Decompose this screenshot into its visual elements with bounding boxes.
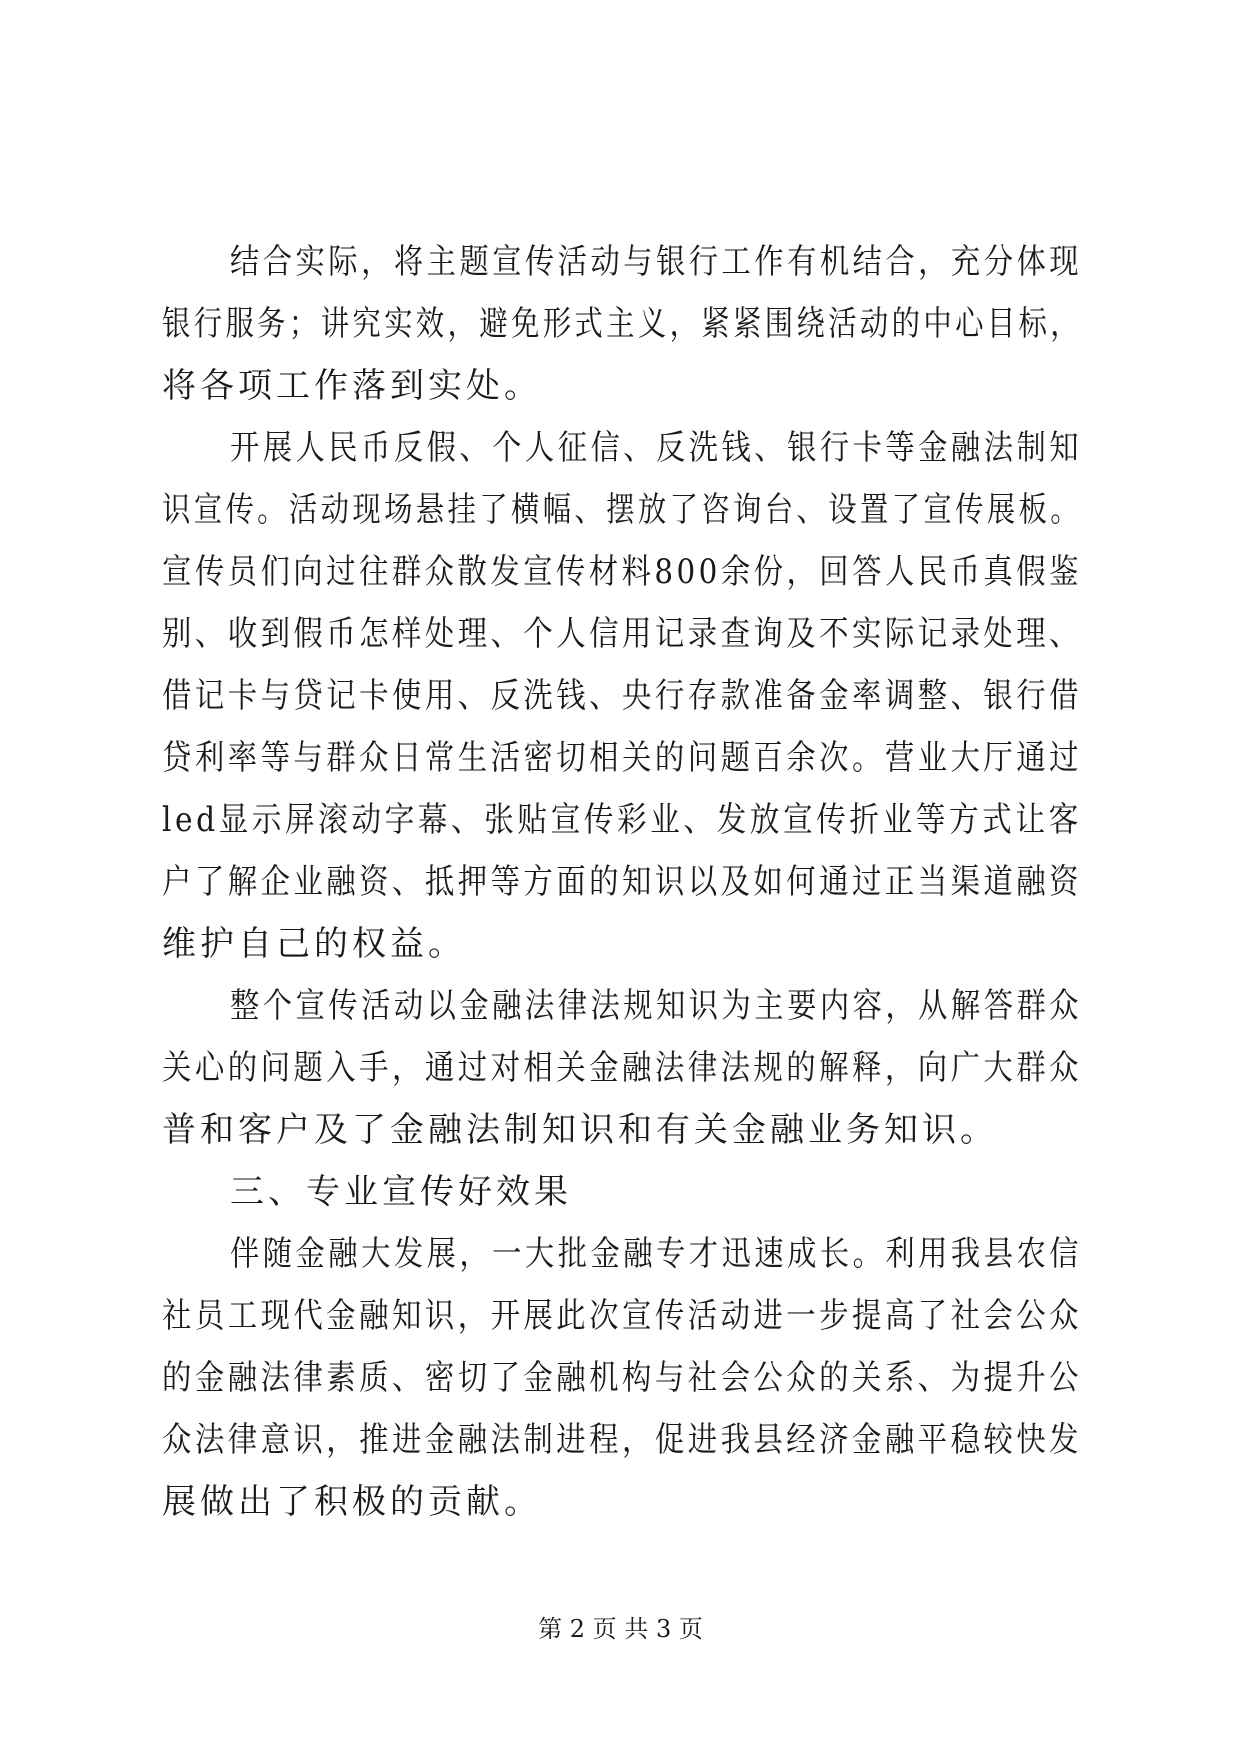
page-footer: 第 2 页 共 3 页 xyxy=(538,1615,703,1643)
text-line: 户了解企业融资、抵押等方面的知识以及如何通过正当渠道融资 xyxy=(162,862,1082,902)
text-line: led显示屏滚动字幕、张贴宣传彩业、发放宣传折业等方式让客 xyxy=(162,800,1082,840)
text-line: 开展人民币反假、个人征信、反洗钱、银行卡等金融法制知 xyxy=(230,428,1082,468)
text-line: 结合实际，将主题宣传活动与银行工作有机结合，充分体现 xyxy=(230,242,1082,282)
text-line: 社员工现代金融知识，开展此次宣传活动进一步提高了社会公众 xyxy=(162,1296,1082,1336)
text-line: 整个宣传活动以金融法律法规知识为主要内容，从解答群众 xyxy=(230,986,1082,1026)
text-line: 伴随金融大发展，一大批金融专才迅速成长。利用我县农信 xyxy=(230,1234,1082,1274)
text-line: 众法律意识，推进金融法制进程，促进我县经济金融平稳较快发 xyxy=(162,1420,1082,1460)
text-line: 维护自己的权益。 xyxy=(162,924,466,964)
text-line: 将各项工作落到实处。 xyxy=(162,366,542,406)
text-line: 别、收到假币怎样处理、个人信用记录查询及不实际记录处理、 xyxy=(162,614,1082,654)
text-line: 识宣传。活动现场悬挂了横幅、摆放了咨询台、设置了宣传展板。 xyxy=(162,490,1082,530)
text-line: 借记卡与贷记卡使用、反洗钱、央行存款准备金率调整、银行借 xyxy=(162,676,1082,716)
section-heading: 三、专业宣传好效果 xyxy=(230,1172,572,1212)
text-line: 普和客户及了金融法制知识和有关金融业务知识。 xyxy=(162,1110,998,1150)
text-line: 贷利率等与群众日常生活密切相关的问题百余次。营业大厅通过 xyxy=(162,738,1082,778)
text-line: 宣传员们向过往群众散发宣传材料800余份，回答人民币真假鉴 xyxy=(162,552,1082,592)
text-line: 关心的问题入手，通过对相关金融法律法规的解释，向广大群众 xyxy=(162,1048,1082,1088)
text-line: 的金融法律素质、密切了金融机构与社会公众的关系、为提升公 xyxy=(162,1358,1082,1398)
text-line: 展做出了积极的贡献。 xyxy=(162,1482,542,1522)
text-line: 银行服务；讲究实效，避免形式主义，紧紧围绕活动的中心目标， xyxy=(162,304,1082,344)
